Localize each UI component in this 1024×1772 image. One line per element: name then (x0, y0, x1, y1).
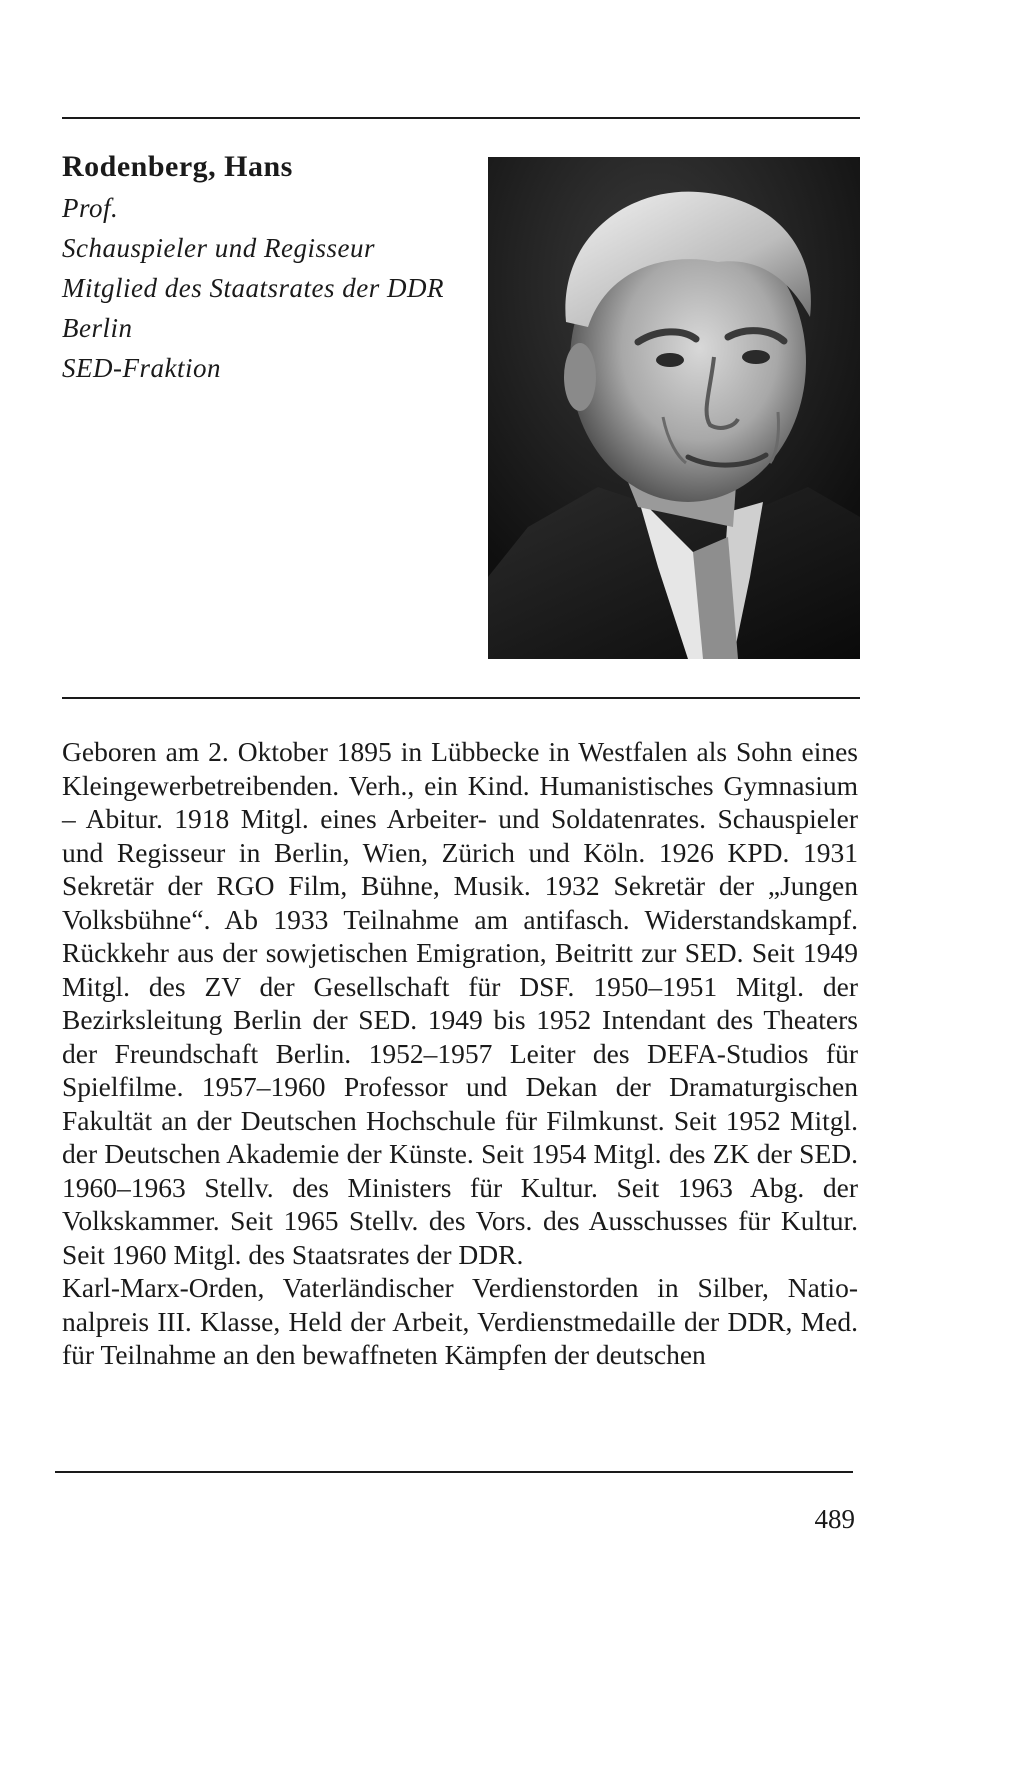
faction: SED-Fraktion (62, 353, 221, 383)
page-number: 489 (814, 1504, 855, 1534)
city: Berlin (62, 313, 133, 343)
profession: Schauspieler und Regisseur (62, 233, 375, 263)
portrait-photo (488, 157, 860, 659)
portrait-photo-icon (488, 157, 860, 659)
biography-text (62, 735, 858, 1372)
honors-paragraph: Karl-Marx-Orden, Vaterländischer Verdienstorden in Silber, Nationalpreis III. Klasse, Held der Arbeit, Verdienstmedaille der DDR, Med. für Teilnahme an den bewaffneten Kämpfen der deutschen (62, 1272, 858, 1370)
bottom-divider (55, 1471, 853, 1473)
middle-divider (62, 697, 860, 699)
academic-title: Prof. (62, 193, 119, 223)
top-divider (62, 117, 860, 119)
person-name: Rodenberg, Hans (62, 150, 293, 183)
entry-header (62, 148, 462, 388)
biography-paragraph: Geboren am 2. Oktober 1895 in Lübbecke in Westfalen als Sohn eines Kleingewerbetreibenden. Verh., ein Kind. Humanistisches Gymnasium – Abitur. 1918 Mitgl. eines Arbeiter- und Soldatenrates. Schauspieler und Regisseur in Berlin, Wien, Zürich und Köln. 1926 KPD. 1931 Sekretär der RGO Film, Bühne, Musik. 1932 Sekretär der „Jungen Volksbühne“. Ab 1933 Teilnahme am antifasch. Widerstandskampf. Rückkehr aus der sowjetischen Emigration, Beitritt zur SED. Seit 1949 Mitgl. des ZV der Gesellschaft für DSF. 1950–1951 Mitgl. der Bezirksleitung Berlin der SED. 1949 bis 1952 Intendant des Theaters der Freundschaft Berlin. 1952–1957 Leiter des DEFA-Studios für Spielfilme. 1957–1960 Professor und Dekan der Dramaturgischen Fakultät an der Deutschen Hochschule für Filmkunst. Seit 1952 Mitgl. der Deutschen Akademie der Künste. Seit 1954 Mitgl. des ZK der SED. 1960–1963 Stellv. des Ministers für Kultur. Seit 1963 Abg. der Volkskammer. Seit 1965 Stellv. des Vors. des Ausschusses für Kultur. Seit 1960 Mitgl. des Staatsrates der DDR. (62, 736, 858, 1270)
office: Mitglied des Staatsrates der DDR (62, 273, 444, 303)
